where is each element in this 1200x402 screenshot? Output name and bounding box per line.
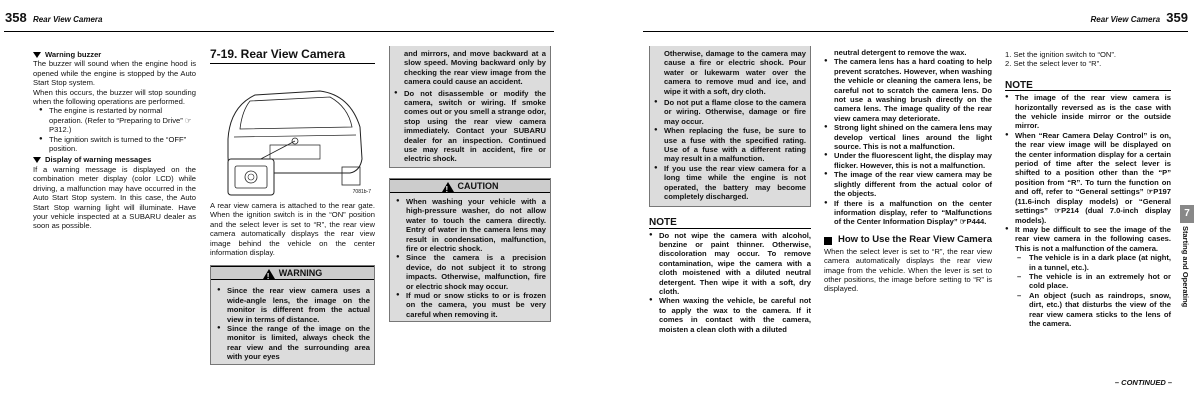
heading-warning-messages: Display of warning messages: [45, 155, 152, 165]
continued-label: – CONTINUED –: [1114, 378, 1172, 387]
column-2: [210, 47, 375, 365]
caution-box: [389, 178, 551, 322]
column-5: [824, 48, 992, 294]
caution-continued-text: Otherwise, damage to the camera may cause a fire or electric shock. Pour water or lukewarm water over the camera to remove mud and ice, and wipe it with a soft, dry cloth.: [664, 49, 806, 96]
list-item: ● Do not put a flame close to the camera or wiring. Otherwise, damage or fire may occur.: [654, 98, 806, 126]
triangle-bullet-icon: [33, 157, 41, 163]
list-item: ● Since the range of the image on the monitor is limited, always check the rear view and the surrounding area with your eyes: [217, 324, 370, 362]
list-item: ● The image of the rear view camera may be slightly different from the actual color of the objects.: [824, 170, 992, 198]
note-continued-text: neutral detergent to remove the wax.: [834, 48, 967, 57]
right-page-number: 359: [1166, 10, 1188, 25]
note-label: NOTE: [649, 217, 811, 229]
right-header-title: Rear View Camera: [1090, 15, 1161, 24]
warning-continued-body: [389, 46, 551, 168]
step-2: 2. Set the select lever to “R”.: [1005, 59, 1102, 69]
list-item: ● If mud or snow sticks to or is frozen on the camera, you must be very careful when removing it.: [396, 291, 546, 319]
left-header-title: Rear View Camera: [32, 15, 103, 24]
chapter-tab-number: 7: [1180, 205, 1194, 223]
left-header-rule: [4, 31, 554, 32]
column-3: [389, 46, 551, 322]
paragraph-buzzer: The buzzer will sound when the engine hood is opened while the engine is stopped by the Auto Start Stop system.: [33, 59, 196, 88]
column-6: [1005, 50, 1171, 328]
list-item: ● When washing your vehicle with a high-pressure washer, do not allow water to touch the camera directly. Entry of water in the camera lens may result in condensation, malfunction, fire or electric shock.: [396, 197, 546, 253]
right-page-header: [1091, 10, 1188, 25]
list-item: ● Under the fluorescent light, the display may flicker. However, this is not a malfunction.: [824, 151, 992, 170]
warning-label: WARNING: [278, 268, 323, 279]
dash-list: [1005, 253, 1171, 328]
caution-icon: [442, 182, 454, 192]
triangle-bullet-icon: [33, 52, 41, 58]
rear-camera-illustration: [210, 67, 375, 197]
list-item: ● When “Rear Camera Delay Control” is on, the rear view image will be displayed on the center information display for a certain period of time after the select lever is shifted to a position other than the “P” position from “R”. To turn the function on and off, refer to “General settings” ☞P197 (11.6-inch display models) or “General settings” ☞P214 (dual 7.0-inch display models).: [1005, 131, 1171, 225]
paragraph-intro: A rear view camera is attached to the rear gate. When the ignition switch is in the “ON” position and the select lever is set to “R”, the rear view camera automatically displays the rear view image behind the vehicle on the center information display.: [210, 201, 375, 258]
list-item: ● When waxing the vehicle, be careful not to apply the wax to the camera. If it comes in contact with the camera, moisten a clean cloth with a diluted: [649, 296, 811, 334]
warning-icon: [263, 269, 275, 279]
column-1: [33, 50, 196, 231]
warning-continued-text: and mirrors, and move backward at a slow speed. Moving backward only by checking the rear view image from the camera could cause an accident.: [404, 49, 546, 87]
step-1: 1. Set the ignition switch to “ON”.: [1005, 50, 1116, 59]
list-item: – The vehicle is in an extremely hot or cold place.: [1017, 271, 1171, 291]
square-bullet-icon: [824, 237, 832, 245]
chapter-tab-label: Starting and Operating: [1181, 226, 1190, 308]
warning-header: [211, 266, 374, 280]
list-item: ● If there is a malfunction on the center information display, refer to “Malfunctions of the Center Information Display” ☞P444.: [824, 199, 992, 227]
warning-box: [210, 265, 375, 364]
list-item: ● Strong light shined on the camera lens may develop vertical lines around the light source. This is not a malfunction.: [824, 123, 992, 151]
heading-how-to-use: [824, 235, 992, 245]
section-title: 7-19. Rear View Camera: [210, 47, 375, 64]
list-item: ● The image of the rear view camera is horizontally reversed as is the case with the vehicle inside mirror or the outside mirror.: [1005, 93, 1171, 131]
left-page-header: [5, 10, 102, 25]
list-item: ● Since the camera is a precision device, do not subject it to strong impacts. Otherwise, malfunction, fire or electric shock may occur.: [396, 253, 546, 291]
left-page-number: 358: [5, 10, 27, 25]
heading-how-to-use-text: How to Use the Rear View Camera: [838, 233, 992, 245]
caution-continued-body: [649, 46, 811, 207]
list-item: – An object (such as raindrops, snow, dirt, etc.) that disturbs the view of the rear view camera sticks to the lens of the camera.: [1017, 290, 1171, 328]
note-label-right: NOTE: [1005, 81, 1171, 91]
warning-body: [211, 280, 374, 363]
list-item: ● Since the rear view camera uses a wide-angle lens, the image on the monitor is different from the actual view in terms of distance.: [217, 286, 370, 324]
list-item: ● It may be difficult to see the image of the rear view camera in the following cases. This is not a malfunction of the camera.: [1005, 225, 1171, 253]
right-header-rule: [643, 31, 1188, 32]
list-item: ● The camera lens has a hard coating to help prevent scratches. However, when washing the vehicle or cleaning the camera lens, be careful not to scratch the camera lens. Do not use a washing brush directly on the camera lens. The image quality of the rear view camera may deteriorate.: [824, 57, 992, 123]
list-item: ● If you use the rear view camera for a long time while the engine is not operated, the battery may become completely discharged.: [654, 164, 806, 202]
column-4: [649, 46, 811, 334]
list-item: ● When replacing the fuse, be sure to use a fuse with the specified rating. Use of a fuse with a different rating may result in a malfunction.: [654, 126, 806, 164]
list-item: ● Do not disassemble or modify the camera, switch or wiring. If smoke comes out or you smell a strange odor, stop using the rear view camera immediately. Contact your SUBARU dealer for an inspection. Continued use may result in accident, fire or electric shock.: [394, 89, 546, 164]
paragraph-how-to-use: When the select lever is set to “R”, the rear view camera automatically displays the rear view image from the vehicle. When the lever is set to other positions, the image before setting to “R” is displayed.: [824, 246, 992, 294]
list-item: ● The engine is restarted by normal operation. (Refer to “Preparing to Drive” ☞P312.): [39, 106, 196, 134]
buzzer-bullet-list: [39, 106, 196, 153]
paragraph-buzzer-stop: When this occurs, the buzzer will stop sounding when the following operations are performed.: [33, 87, 196, 107]
list-item: ● Do not wipe the camera with alcohol, benzine or paint thinner. Otherwise, discoloration may occur. To remove contamination, wipe the camera with a cloth moistened with a diluted neutral detergent. Then wipe it with a soft, dry cloth.: [649, 231, 811, 297]
heading-warning-buzzer: Warning buzzer: [45, 50, 102, 59]
paragraph-warning-messages: If a warning message is displayed on the combination meter display (color LCD) while driving, a malfunction may have occurred in the Auto Start Stop system. In this case, the Auto Start Stop warning light will illuminate. Have your vehicle inspected at a SUBARU dealer as soon as possible.: [33, 164, 196, 231]
list-item: ● The ignition switch is turned to the “OFF” position.: [39, 135, 196, 154]
figure-code: 7081b-7: [352, 189, 371, 195]
note-box: [649, 217, 811, 334]
caution-body: [390, 193, 550, 321]
list-item: – The vehicle is in a dark place (at night, in a tunnel, etc.).: [1017, 253, 1171, 272]
caution-header: [390, 179, 550, 193]
caution-label: CAUTION: [457, 180, 499, 191]
vehicle-rear-icon: [210, 67, 375, 197]
